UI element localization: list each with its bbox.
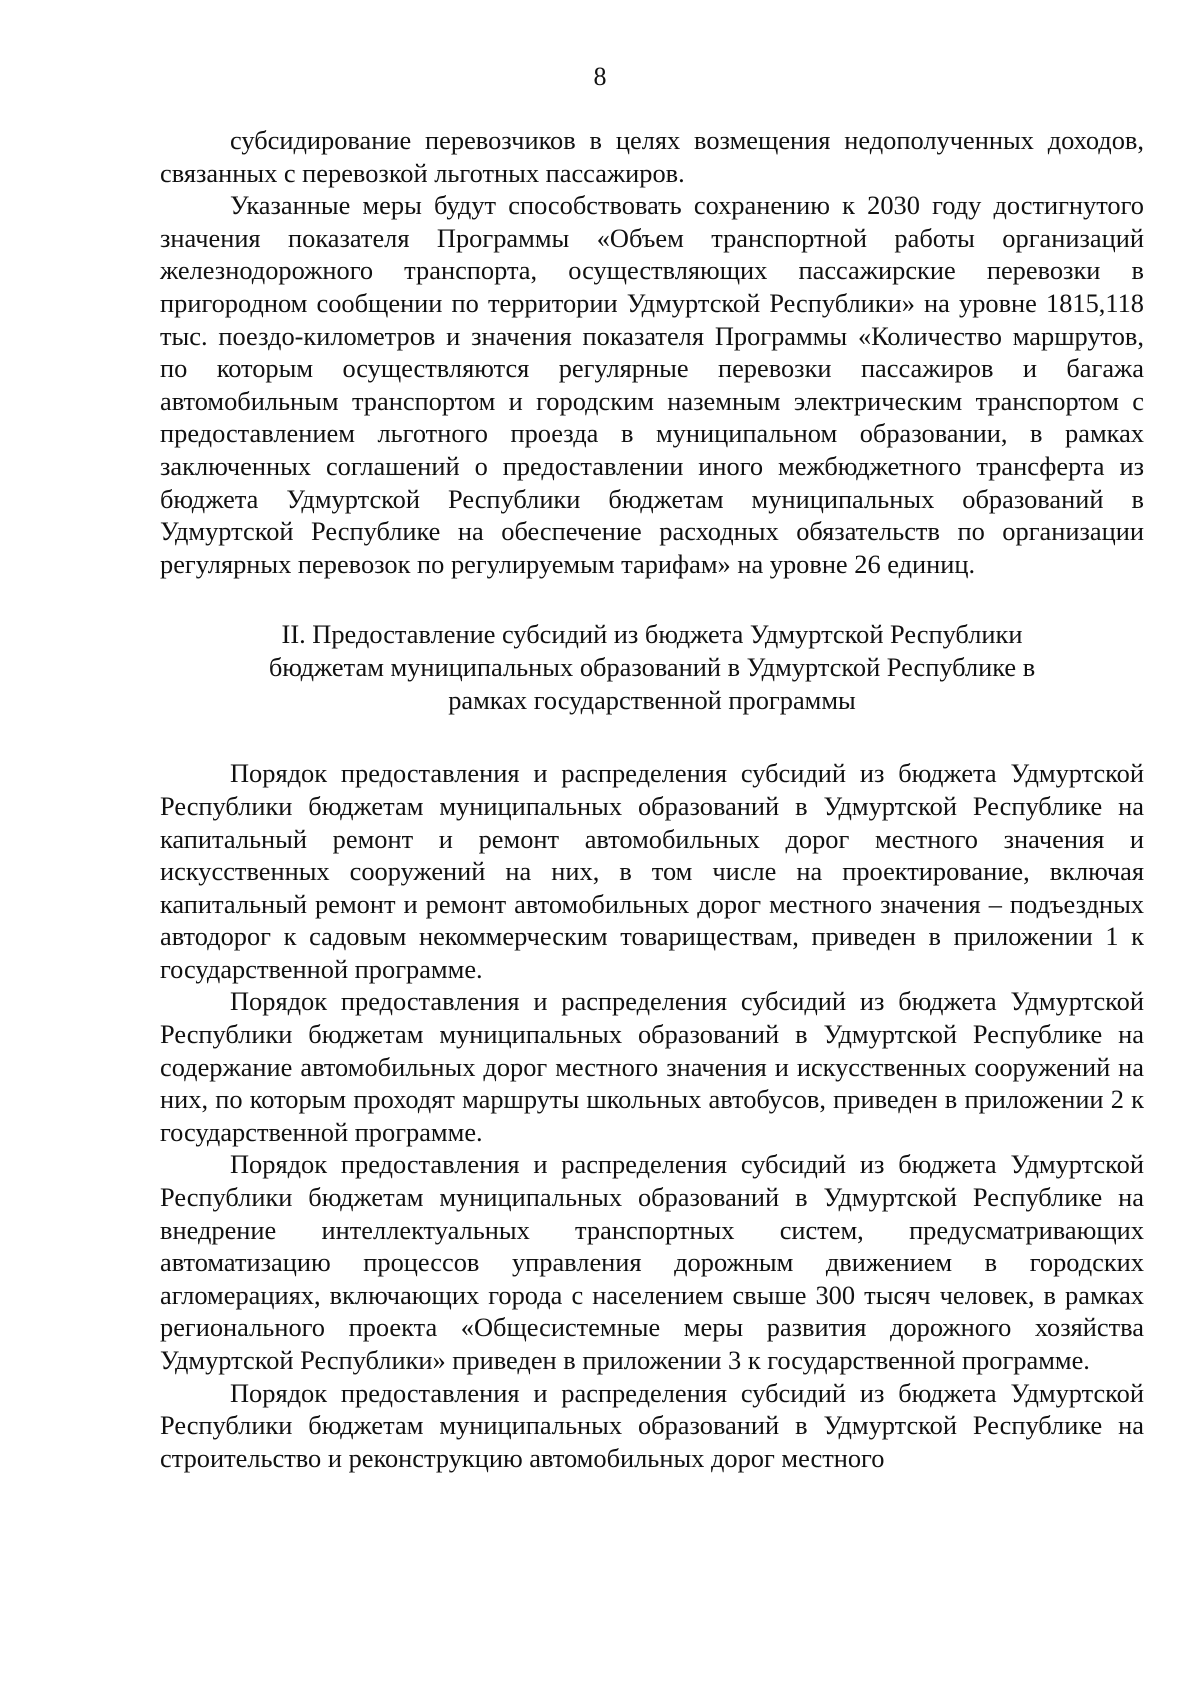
intro-paragraph-2: Указанные меры будут способствовать сохранению к 2030 году достигнутого значения показателя Программы «Объем транспортной работы организаций железнодорожного транспорта, осуществляющих пассажирские перевозки в пригородном сообщении по территории Удмуртской Республики» на уровне 1815,118 тыс. поездо-километров и значения показателя Программы «Количество маршрутов, по которым осуществляются регулярные перевозки пассажиров и багажа автомобильным транспортом и городским наземным электрическим транспортом с предоставлением льготного проезда в муниципальном образовании, в рамках заключенных соглашений о предоставлении иного межбюджетного трансферта из бюджета Удмуртской Республики бюджетам муниципальных образований в Удмуртской Республике на обеспечение расходных обязательств по организации регулярных перевозок по регулируемым тарифам» на уровне 26 единиц. [160,190,1144,579]
section-paragraph-4: Порядок предоставления и распределения субсидий из бюджета Удмуртской Республики бюджетам муниципальных образований в Удмуртской Республике на строительство и реконструкцию автомобильных дорог местного [160,1377,1144,1473]
page-body [160,124,1144,1474]
section-paragraph-3: Порядок предоставления и распределения субсидий из бюджета Удмуртской Республики бюджетам муниципальных образований в Удмуртской Республике на внедрение интеллектуальных транспортных систем, предусматривающих автоматизацию процессов управления дорожным движением в городских агломерациях, включающих города с населением свыше 300 тысяч человек, в рамках регионального проекта «Общесистемные меры развития дорожного хозяйства Удмуртской Республики» приведен в приложении 3 к государственной программе. [160,1149,1144,1375]
section-paragraph-2: Порядок предоставления и распределения субсидий из бюджета Удмуртской Республики бюджетам муниципальных образований в Удмуртской Республике на содержание автомобильных дорог местного значения и искусственных сооружений на них, по которым проходят маршруты школьных автобусов, приведен в приложении 2 к государственной программе. [160,986,1144,1147]
section-paragraph-1: Порядок предоставления и распределения субсидий из бюджета Удмуртской Республики бюджетам муниципальных образований в Удмуртской Республике на капитальный ремонт и ремонт автомобильных дорог местного значения и искусственных сооружений на них, в том числе на проектирование, включая капитальный ремонт и ремонт автомобильных дорог местного значения – подъездных автодорог к садовым некоммерческим товариществам, приведен в приложении 1 к государственной программе. [160,758,1144,984]
page-number: 8 [593,62,607,91]
section-title: II. Предоставление субсидий из бюджета Удмуртской Республики бюджетам муниципальных образований в Удмуртской Республике в рамках государственной программы [268,619,1036,716]
intro-paragraph-1: субсидирование перевозчиков в целях возмещения недополученных доходов, связанных с перевозкой льготных пассажиров. [160,125,1144,188]
